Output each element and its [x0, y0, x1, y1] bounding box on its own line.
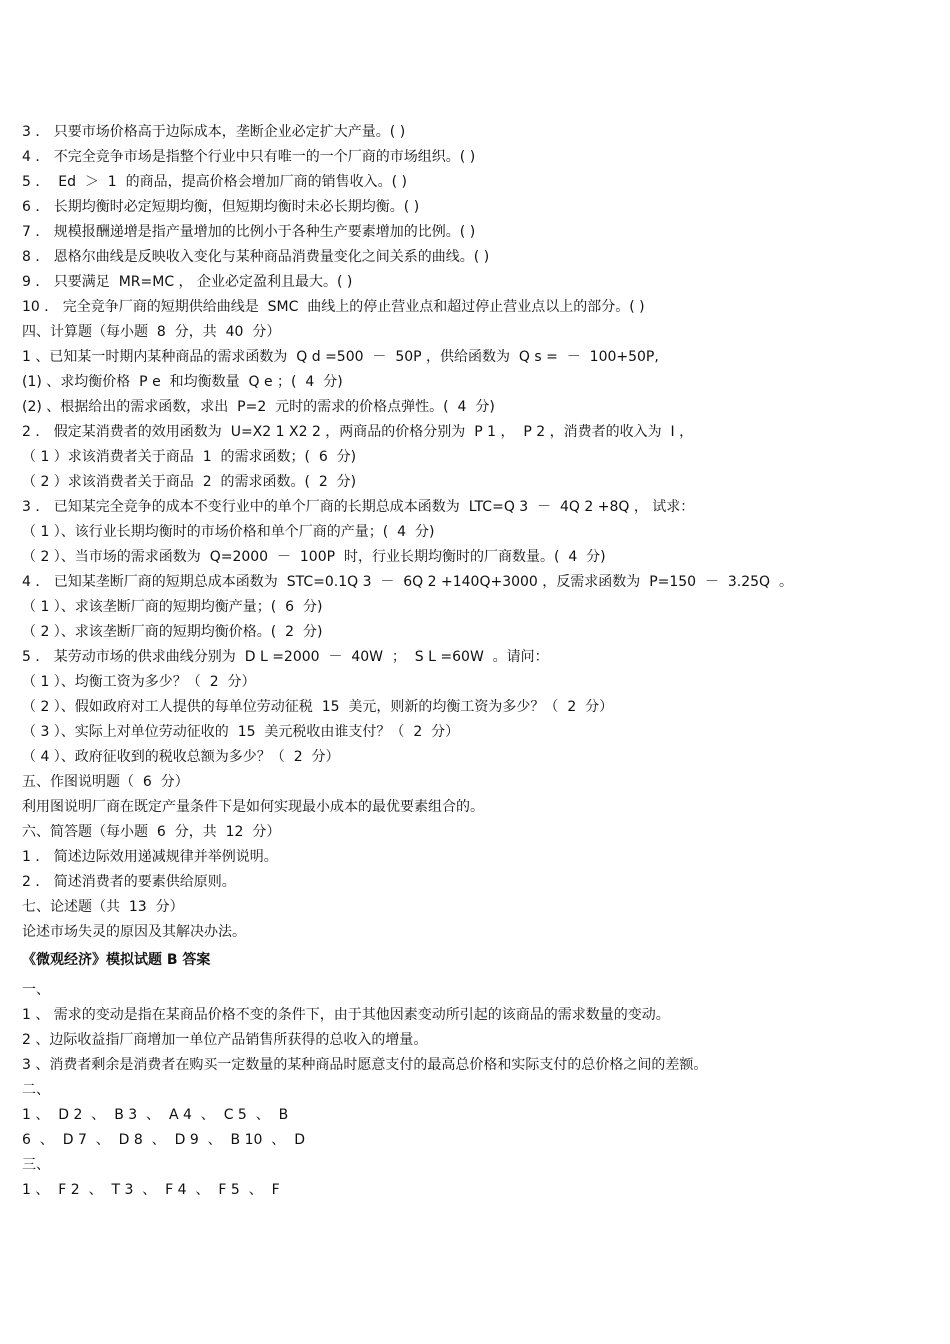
short-answer-2: 2 ． 简述消费者的要素供给原则。 [22, 874, 236, 890]
question-tf-10: 10 ． 完全竞争厂商的短期供给曲线是 SMC 曲线上的停止营业点和超过停止营业点以上的部分。( ) [22, 299, 645, 315]
question-tf-8: 8 ． 恩格尔曲线是反映收入变化与某种商品消费量变化之间关系的曲线。( ) [22, 249, 490, 265]
calc-question-2: 2 ． 假定某消费者的效用函数为 U=X2 1 X2 2 ，两商品的价格分别为 P 1 ， P 2 ，消费者的收入为 I ， [22, 424, 694, 440]
diagram-question: 利用图说明厂商在既定产量条件下是如何实现最小成本的最优要素组合的。 [22, 799, 484, 815]
short-answer-1: 1 ． 简述边际效用递减规律并举例说明。 [22, 849, 278, 865]
calc-question-4-part-2: （ 2 ）、求该垄断厂商的短期均衡价格。( 2 分) [22, 624, 323, 640]
section-heading-diagram: 五、作图说明题（ 6 分） [22, 774, 189, 790]
answer-1-3: 3 、消费者剩余是消费者在购买一定数量的某种商品时愿意支付的最高总价格和实际支付的总价格之间的差额。 [22, 1057, 708, 1073]
calc-question-2-part-2: （ 2 ）求该消费者关于商品 2 的需求函数。( 2 分) [22, 474, 357, 490]
question-tf-5: 5 ． Ed ＞ 1 的商品，提高价格会增加厂商的销售收入。( ) [22, 174, 407, 190]
calc-question-1: 1 、已知某一时期内某种商品的需求函数为 Q d =500 － 50P ，供给函数为 Q s = － 100+50P, [22, 349, 659, 365]
question-tf-4: 4 ． 不完全竞争市场是指整个行业中只有唯一的一个厂商的市场组织。( ) [22, 149, 476, 165]
answer-1-2: 2 、边际收益指厂商增加一单位产品销售所获得的总收入的增量。 [22, 1032, 428, 1048]
calc-question-1-part-2: (2) 、根据给出的需求函数，求出 P=2 元时的需求的价格点弹性。( 4 分) [22, 399, 495, 415]
answer-2-row-1: 1 、 D 2 、 B 3 、 A 4 、 C 5 、 B [22, 1107, 289, 1123]
calc-question-5: 5 ． 某劳动市场的供求曲线分别为 D L =2000 － 40W ； S L =60W 。请问： [22, 649, 549, 665]
question-tf-7: 7 ． 规模报酬递增是指产量增加的比例小于各种生产要素增加的比例。( ) [22, 224, 476, 240]
calc-question-5-part-3: （ 3 ）、实际上对单位劳动征收的 15 美元税收由谁支付？（ 2 分） [22, 724, 460, 740]
section-heading-essay: 七、论述题（共 13 分） [22, 899, 184, 915]
calc-question-4: 4 ． 已知某垄断厂商的短期总成本函数为 STC=0.1Q 3 － 6Q 2 +140Q+3000 ，反需求函数为 P=150 － 3.25Q 。 [22, 574, 793, 590]
calc-question-1-part-1: (1) 、求均衡价格 P e 和均衡数量 Q e ；( 4 分) [22, 374, 343, 390]
answer-section-1-heading: 一、 [22, 982, 50, 998]
calc-question-2-part-1: （ 1 ）求该消费者关于商品 1 的需求函数；( 6 分) [22, 449, 357, 465]
calc-question-5-part-1: （ 1 ）、均衡工资为多少？（ 2 分） [22, 674, 256, 690]
question-tf-9: 9 ． 只要满足 MR=MC ， 企业必定盈利且最大。( ) [22, 274, 353, 290]
answer-key-title: 《微观经济》模拟试题 B 答案 [22, 952, 211, 968]
question-tf-6: 6 ． 长期均衡时必定短期均衡，但短期均衡时未必长期均衡。( ) [22, 199, 420, 215]
calc-question-3: 3 ． 已知某完全竞争的成本不变行业中的单个厂商的长期总成本函数为 LTC=Q 3 － 4Q 2 +8Q ， 试求： [22, 499, 695, 515]
answer-3-row-1: 1 、 F 2 、 T 3 、 F 4 、 F 5 、 F [22, 1182, 280, 1198]
section-heading-calculation: 四、计算题（每小题 8 分，共 40 分） [22, 324, 281, 340]
section-heading-short-answer: 六、简答题（每小题 6 分，共 12 分） [22, 824, 281, 840]
essay-question: 论述市场失灵的原因及其解决办法。 [22, 924, 246, 940]
answer-2-row-2: 6 、 D 7 、 D 8 、 D 9 、 B 10 、 D [22, 1132, 305, 1148]
calc-question-3-part-1: （ 1 ）、该行业长期均衡时的市场价格和单个厂商的产量；( 4 分) [22, 524, 435, 540]
calc-question-3-part-2: （ 2 ）、当市场的需求函数为 Q=2000 － 100P 时，行业长期均衡时的厂商数量。( 4 分) [22, 549, 606, 565]
calc-question-5-part-4: （ 4 ）、政府征收到的税收总额为多少？（ 2 分） [22, 749, 340, 765]
question-tf-3: 3 ． 只要市场价格高于边际成本，垄断企业必定扩大产量。( ) [22, 124, 406, 140]
calc-question-4-part-1: （ 1 ）、求该垄断厂商的短期均衡产量；( 6 分) [22, 599, 323, 615]
answer-section-2-heading: 二、 [22, 1082, 50, 1098]
answer-section-3-heading: 三、 [22, 1157, 50, 1173]
calc-question-5-part-2: （ 2 ）、假如政府对工人提供的每单位劳动征税 15 美元，则新的均衡工资为多少？（ 2 分） [22, 699, 614, 715]
answer-1-1: 1 、 需求的变动是指在某商品价格不变的条件下，由于其他因素变动所引起的该商品的需求数量的变动。 [22, 1007, 670, 1023]
